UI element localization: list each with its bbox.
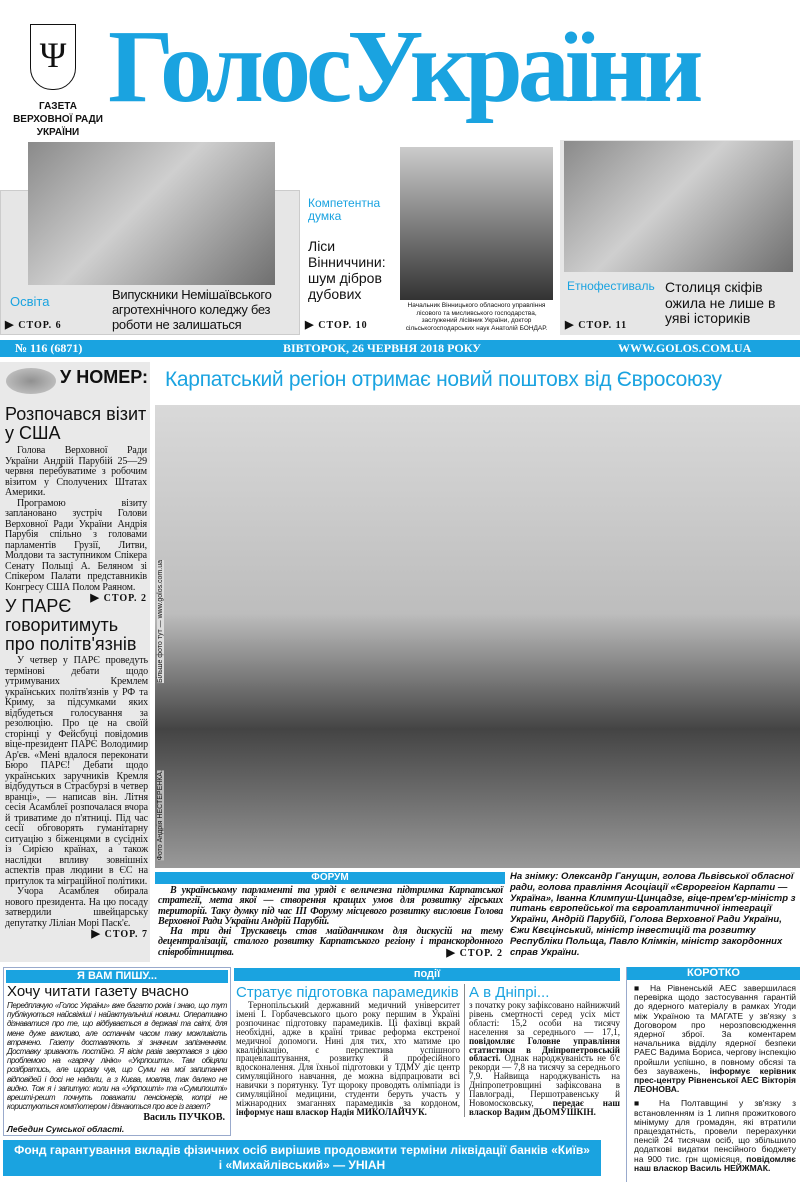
event-signoff: передає наш власкор Вадим ДЬОМУШКІН.: [469, 1097, 620, 1117]
teaser-rubric: Етнофестиваль: [567, 279, 655, 293]
events-rubric: події: [234, 968, 620, 981]
teaser-page-link[interactable]: ▶ СТОР. 6: [5, 318, 62, 331]
lead-paragraph: В українському парламенті та уряді є величезна підтримка Карпатської стратегії, мета якої — створення кращих умов для розвитку гірських територій. Таку думку під час ІІІ Форуму місцевого розвитку висловив Голова Верховної Ради України Андрій Парубій.: [158, 885, 503, 927]
teaser-rubric: Освіта: [10, 294, 50, 309]
briefly-signoff: інформує керівник прес-центру Рівненської АЕС Вікторія ЛЕОНОВА.: [634, 1065, 796, 1095]
masthead-subtitle: [12, 100, 104, 139]
item-text: Учора Асамблея обирала нового президента. На цю посаду затвердили швейцарську депутатку Ліліан Морі Паск'є.: [5, 886, 148, 929]
in-issue-label: У НОМЕР:: [60, 367, 148, 387]
teaser-headline[interactable]: Випускники Немішаївського агротехнічного коледжу без роботи не залишаться: [112, 287, 272, 332]
letters-text: Передплачую «Голос України» вже багато років і знаю, що тут публікуються найсвіжіші і найактуальніші новини. Оперативно дізнаватися про те, що відбувається в державі та світі, для мене дуже важливо, але останнім часом таку можливість втрачено. Газету доставляють зі значним запізненням. Доставку зривають постійно. Я вісім разів звертався з цією проблемою на «гарячу лінію» «Укрпошти». Там обіцяли розібратись, але щоразу чув, що Суми на мої запитання відповідей і досі не надали, а з Києва, мовляв, так далеко не видно. Тож я і запитую: коли на «Укрпошті» та «Сумипошті» врешті-решт почнуть поважати пенсіонерів, котрі не користуються комп'ютером і дізнаються про все із газет?: [7, 1001, 227, 1112]
events-item: [464, 984, 620, 1117]
item-body: [5, 656, 148, 941]
item-text: Голова Верховної Ради України Андрій Парубій 25—29 червня перебуватиме з робочим візитом у Сполучених Штатах Америки.: [5, 445, 147, 498]
ethno-festival-photo: [564, 141, 793, 272]
issue-number: № 116 (6871): [15, 341, 83, 355]
trident-icon: Ψ: [30, 24, 76, 90]
subtitle-line: ГАЗЕТА: [39, 101, 77, 112]
lead-paragraph: На три дні Трускавець став майданчиком для дискусій на тему децентралізації, сталого розвитку Карпатського регіону і транскордонного співробітництва.: [158, 926, 503, 958]
globe-icon: [6, 368, 56, 394]
masthead-title: ГолосУкраїни: [108, 9, 699, 124]
teaser-headline[interactable]: Столиця скіфів ожила не лише в уяві істориків: [665, 279, 776, 326]
photo-credit: Фото Андрія НЕСТЕРЕНКА.: [157, 770, 164, 861]
subtitle-line: ВЕРХОВНОЇ РАДИ: [13, 114, 103, 125]
subtitle-line: УКРАЇНИ: [36, 127, 80, 138]
bullet-icon: ■: [634, 1098, 659, 1109]
event-headline[interactable]: Стратує підготовка парамедиків: [236, 984, 459, 1001]
item-page-link[interactable]: ▶ СТОР. 2: [78, 593, 147, 605]
issue-bar: [0, 340, 800, 357]
event-text: з початку року зафіксовано найнижчий рівень смертності серед усіх міст області: 15,2 особи на тисячу населення за середнього — 17,1,: [469, 1000, 620, 1037]
forum-photo: [155, 405, 800, 868]
item-text: У четвер у ПАРЄ проведуть термінові дебати щодо утримуваних Кремлем українських політв'язнів у РФ та Криму, за підсумками яких відбудеться голосування за резолюцію. Про це на своїй сторінці у Фейсбуці повідомив віце-президент ПАРЄ Володимир Ар'єв. «Мені вдалося переконати Бюро ПАРЄ! Дебати щодо українських заручників Кремля відбудуться в Страсбурзі в четвер вранці», — написав він. Літня сесія Асамблеї розпочалася вчора й триватиме до п'ятниці. Під час сесії обговорять гуманітарну ситуацію з біженцями в сусідніх із Сирією країнах, а також наслідки впливу зовнішніх аспектів прав людини в ЄС на притулок та міграційної політики.: [5, 655, 148, 887]
forum-rubric: ФОРУМ: [155, 872, 505, 884]
briefly-item: [627, 1094, 800, 1173]
events-item: [236, 984, 460, 1117]
lead-text: [158, 886, 503, 959]
item-headline[interactable]: Розпочався візит у США: [5, 404, 147, 443]
item-headline[interactable]: У ПАРЄ говоритимуть про політв'язнів: [5, 596, 137, 654]
teaser-headline[interactable]: Ліси Вінниччини: шум дібров дубових: [308, 238, 386, 302]
briefly-item: [627, 980, 800, 1094]
issue-date: ВІВТОРОК, 26 ЧЕРВНЯ 2018 РОКУ: [283, 341, 481, 355]
briefly-box: [626, 967, 800, 1182]
event-text: Тернопільський державний медичний університет імені І. Горбачевського цього року першим в Україні розпочинає підготовку парамедиків. Ці фахівці вкрай необхідні, адже в країні триває реформа екстреної медичної допомоги. Нині для тих, хто матиме цю кваліфікацію, є перспектива успішного працевлаштування, розвитку й професійного вдосконалення. Для їхньої підготовки у ТДМУ діє центр симуляційного навчання, де можна відпрацювати всі навички з порятунку. Тут щороку проводять олімпіади із симуляційної медицини, студенти беруть участь у міжнародних змаганнях парамедиків за кордоном,: [236, 1000, 460, 1108]
official-photo: [400, 147, 553, 300]
event-signoff: інформує наш власкор Надія МИКОЛАЙЧУК.: [236, 1106, 427, 1117]
teaser-page-link[interactable]: ▶ СТОР. 10: [305, 318, 368, 331]
event-text: Однак народжуваність не б'є рекорди — 7,8 на тисячу за середнього 7,9. Найвища народжуваність на Дніпропетровщині зафіксована в Павлограді, Першотравенську й Новомосковську,: [469, 1053, 621, 1108]
letters-place: Лебедин Сумської області.: [7, 1124, 125, 1134]
item-text: Програмою візиту заплановано зустріч Голови Верховної Ради України Андрія Парубія спільно з головами парламентів Грузії, Литви, Молдови та заступником Спікера Сенату Польщі А. Беляном зі Спікером Палати представників Конгресу США Полом Раяном.: [5, 497, 147, 593]
letters-rubric: Я ВАМ ПИШУ...: [6, 970, 228, 983]
site-link[interactable]: WWW.GOLOS.COM.UA: [618, 341, 752, 355]
bottom-news-banner[interactable]: Фонд гарантування вкладів фізичних осіб вирішив продовжити терміни ліквідації банків «Київ» і «Михайлівський» — УНІАН: [3, 1140, 601, 1176]
photo-caption: На знімку: Олександр Ганущин, голова Львівської обласної ради, голова правління Асоціації «Єврорегіон Карпати — Україна», Іванна Климпуш-Цинцадзе, віце-прем'єр-міністр з питань європейської та євроатлантичної інтеграції України, Андрій Парубій, Голова Верховної Ради України, Єжи Квєцінський, міністр інвестицій та розвитку Республіки Польща, Павло Клімкін, міністр закордонних справ України.: [510, 871, 796, 958]
bullet-icon: ■: [634, 983, 650, 993]
teaser-page-link[interactable]: ▶ СТОР. 11: [565, 318, 627, 331]
briefly-text: На Полтавщині у зв'язку з встановленням із 1 липня прожиткового мінімуму для громадян, які втратили працездатність, провели перерахунки пенсій 24 тисячам осіб, що збільшило додаткові видатки пенсійного бюджету на 900 тис. грн щомісяця,: [634, 1098, 796, 1164]
lead-page-link[interactable]: ▶ СТОР. 2: [434, 948, 503, 959]
photo-more-link[interactable]: Більше фото тут — www.golos.com.ua: [157, 560, 164, 684]
briefly-signoff: повідомляє наш власкор Василь НЕЙЖМАК.: [634, 1153, 796, 1173]
event-source: повідомляє Головне управління статистики в Дніпропетровській області.: [469, 1035, 620, 1064]
photo-caption: Начальник Вінницького обласного управління лісового та мисливського господарства, заслужений лісівник України, доктор сільськогосподарських наук Анатолій БОНДАР.: [405, 302, 548, 332]
briefly-rubric: КОРОТКО: [627, 967, 800, 980]
teaser-rubric: Компетентна думка: [308, 196, 381, 224]
lead-headline[interactable]: Карпатський регіон отримає новий поштовх від Євросоюзу: [165, 368, 722, 391]
teaser-photo-students: [28, 142, 275, 285]
event-headline[interactable]: А в Дніпрі...: [469, 984, 550, 1001]
item-body: [5, 446, 147, 605]
item-page-link[interactable]: ▶ СТОР. 7: [79, 929, 148, 941]
letters-headline[interactable]: Хочу читати газету вчасно: [7, 983, 189, 1000]
letters-author: Василь ПУЧКОВ.: [120, 1112, 225, 1123]
briefly-text: На Рівненській АЕС завершилася перевірка щодо застосування гарантій до ядерного матеріалу в рамках Угоди між Україною та МАГАТЕ у зв'язку з Договором про нерозповсюдження ядерної зброї. За коментарем начальника відділу ядерної безпеки РАЕС Вадима Бориса, чергову інспекцію пройшли успішно, в повному обсязі та без зауважень,: [634, 983, 796, 1076]
